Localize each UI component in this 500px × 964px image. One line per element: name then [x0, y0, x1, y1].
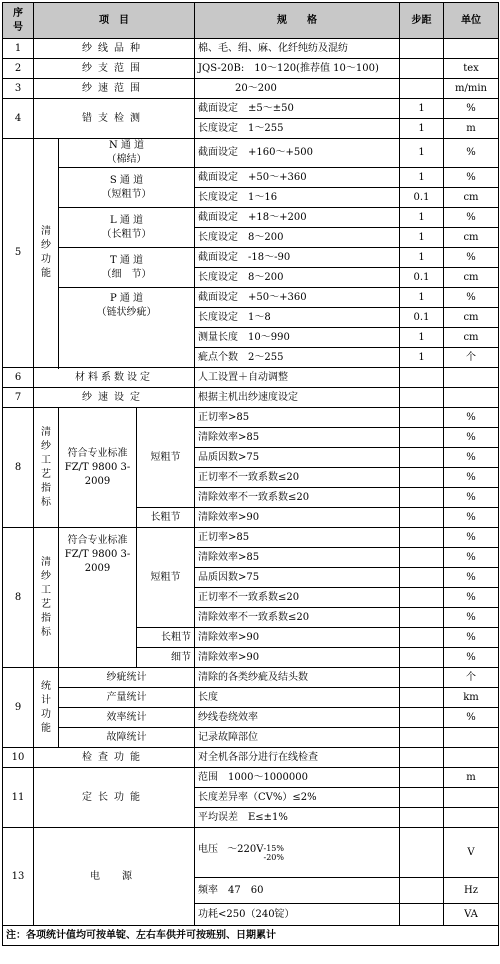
col-item: 项 目: [34, 3, 195, 39]
row-spec: 长度设定 1～8: [195, 308, 400, 328]
row-6: [3, 368, 499, 388]
row-unit: m: [444, 119, 499, 139]
channel-n: N 通 道 （棉结）: [59, 139, 195, 168]
row-item: 纱线品种: [34, 39, 195, 59]
row-spec: 截面设定 +50～+360: [195, 168, 400, 188]
row-unit: %: [444, 548, 499, 568]
row-step: 1: [400, 139, 444, 168]
row-unit: %: [444, 248, 499, 268]
row-unit: %: [444, 708, 499, 728]
row-spec: 品质因数>75: [195, 448, 400, 468]
row-spec: 纱线卷绕效率: [195, 708, 400, 728]
row-no: 5: [3, 139, 34, 368]
row-unit: %: [444, 608, 499, 628]
row-spec: 截面设定 +18～+200: [195, 208, 400, 228]
row-unit: cm: [444, 328, 499, 348]
row-unit: %: [444, 468, 499, 488]
row-unit: %: [444, 628, 499, 648]
row-group: 清纱工艺指标: [34, 408, 59, 528]
row-13: [3, 828, 499, 878]
row-8b: [3, 528, 499, 548]
col-spec: 规 格: [195, 3, 400, 39]
row-spec: 清除效率>90: [195, 628, 400, 648]
row-item: 错支检测: [34, 99, 195, 139]
row-spec: 20～200: [195, 79, 400, 99]
row-spec: 正切率不一致系数≤20: [195, 588, 400, 608]
row-step: 0.1: [400, 308, 444, 328]
row-spec: 范围 1000～1000000: [195, 768, 400, 788]
row-spec: 记录故障部位: [195, 728, 400, 748]
row-unit: %: [444, 168, 499, 188]
row-step: 1: [400, 348, 444, 368]
row-step: 1: [400, 119, 444, 139]
row-spec: 功耗<250（240锭）: [195, 904, 400, 926]
row-unit: %: [444, 568, 499, 588]
row-step: 1: [400, 248, 444, 268]
row-no: 9: [3, 668, 34, 748]
row-no: 8: [3, 528, 34, 668]
row-3: [3, 79, 499, 99]
row-9: [3, 668, 499, 688]
row-no: 1: [3, 39, 34, 59]
row-long: 长粗节: [137, 508, 195, 528]
row-item: 效率统计: [59, 708, 195, 728]
row-2: [3, 59, 499, 79]
row-spec: 正切率>85: [195, 408, 400, 428]
row-step: 0.1: [400, 188, 444, 208]
row-no: 2: [3, 59, 34, 79]
row-item: 纱速范围: [34, 79, 195, 99]
row-thin: 细节: [137, 648, 195, 668]
row-spec: 长度设定 8～200: [195, 228, 400, 248]
row-unit: cm: [444, 188, 499, 208]
row-spec: 频率 47 60: [195, 878, 400, 904]
row-spec: 长度设定 1～16: [195, 188, 400, 208]
row-spec: 截面设定 -18～-90: [195, 248, 400, 268]
row-11: [3, 768, 499, 788]
row-no: 8: [3, 408, 34, 528]
row-unit: %: [444, 288, 499, 308]
row-spec: 清除效率>85: [195, 548, 400, 568]
row-unit: %: [444, 588, 499, 608]
row-unit: %: [444, 448, 499, 468]
col-step: 步距: [400, 3, 444, 39]
row-unit: %: [444, 528, 499, 548]
row-unit: tex: [444, 59, 499, 79]
row-1: [3, 39, 499, 59]
row-standard: 符合专业标准FZ/T 9800 3-2009: [59, 528, 137, 668]
row-unit: Hz: [444, 878, 499, 904]
row-5-s: [3, 168, 499, 188]
row-spec: 长度: [195, 688, 400, 708]
row-long: 长粗节: [137, 628, 195, 648]
row-unit: %: [444, 208, 499, 228]
row-spec: 长度差异率（CV%）≤2%: [195, 788, 400, 808]
row-unit: [444, 728, 499, 748]
row-step: 1: [400, 99, 444, 119]
row-spec: 清除效率不一致系数≤20: [195, 488, 400, 508]
channel-t: T 通 道 （细 节）: [59, 248, 195, 288]
row-spec: 清除的各类纱疵及结头数: [195, 668, 400, 688]
row-8a: [3, 408, 499, 428]
row-no: 10: [3, 748, 34, 768]
channel-p: P 通 道 （链状纱疵）: [59, 288, 195, 368]
row-spec: 截面设定 +50～+360: [195, 288, 400, 308]
row-spec: 疵点个数 2～255: [195, 348, 400, 368]
row-unit: cm: [444, 228, 499, 248]
row-step: 1: [400, 168, 444, 188]
row-4: [3, 99, 499, 119]
row-spec: 截面设定 ±5～±50: [195, 99, 400, 119]
row-spec: 清除效率>90: [195, 508, 400, 528]
row-group: 清纱功能: [34, 139, 59, 368]
row-spec: 正切率>85: [195, 528, 400, 548]
row-short: 短粗节: [137, 528, 195, 628]
row-group: 清纱工艺指标: [34, 528, 59, 668]
col-unit: 单位: [444, 3, 499, 39]
row-group: 统计功能: [34, 668, 59, 748]
channel-l: L 通 道 （长粗节）: [59, 208, 195, 248]
row-step: 1: [400, 228, 444, 248]
row-10: [3, 748, 499, 768]
row-spec: 截面设定 +160～+500: [195, 139, 400, 168]
header-row: [3, 3, 499, 39]
row-item: 检查功能: [34, 748, 195, 768]
row-no: 13: [3, 828, 34, 926]
row-unit: %: [444, 648, 499, 668]
row-no: 7: [3, 388, 34, 408]
row-unit: %: [444, 99, 499, 119]
row-no: 3: [3, 79, 34, 99]
row-spec: 清除效率不一致系数≤20: [195, 608, 400, 628]
row-unit: 个: [444, 668, 499, 688]
row-spec: 清除效率>90: [195, 648, 400, 668]
row-spec: 棉、毛、绢、麻、化纤纯纺及混纺: [195, 39, 400, 59]
row-unit: V: [444, 828, 499, 878]
row-spec: 人工设置＋自动调整: [195, 368, 400, 388]
row-item: 定长功能: [34, 768, 195, 828]
row-no: 6: [3, 368, 34, 388]
row-spec: 对全机各部分进行在线检查: [195, 748, 400, 768]
row-unit: VA: [444, 904, 499, 926]
row-unit: cm: [444, 308, 499, 328]
row-unit: %: [444, 408, 499, 428]
row-5-t: [3, 248, 499, 268]
row-spec-voltage: 电压 $\sim 220V^{-15\% -20\%}$: [195, 828, 400, 878]
row-no: 4: [3, 99, 34, 139]
row-unit: m/min: [444, 79, 499, 99]
row-spec: 长度设定 1～255: [195, 119, 400, 139]
channel-s: S 通 道 （短粗节）: [59, 168, 195, 208]
row-5-p: [3, 288, 499, 308]
row-no: 11: [3, 768, 34, 828]
row-spec: 根据主机出纱速度设定: [195, 388, 400, 408]
row-item: 纱速设定: [34, 388, 195, 408]
row-spec: 清除效率>85: [195, 428, 400, 448]
col-no: 序号: [3, 3, 34, 39]
row-5-l: [3, 208, 499, 228]
note-row: [3, 926, 499, 946]
row-short: 短粗节: [137, 408, 195, 508]
row-unit: %: [444, 488, 499, 508]
row-standard: 符合专业标准FZ/T 9800 3-2009: [59, 408, 137, 528]
row-step: 1: [400, 208, 444, 228]
row-step: 1: [400, 288, 444, 308]
row-spec: 正切率不一致系数≤20: [195, 468, 400, 488]
row-item: 纱支范围: [34, 59, 195, 79]
row-spec: 测量长度 10～990: [195, 328, 400, 348]
row-item: 产量统计: [59, 688, 195, 708]
row-unit: m: [444, 768, 499, 788]
row-spec: 长度设定 8～200: [195, 268, 400, 288]
row-step: 1: [400, 328, 444, 348]
row-spec: 平均误差 E≤±1%: [195, 808, 400, 828]
spec-table: [2, 2, 499, 946]
row-unit: km: [444, 688, 499, 708]
row-item: 故障统计: [59, 728, 195, 748]
row-item: 材料系数设定: [34, 368, 195, 388]
row-unit: %: [444, 428, 499, 448]
row-item: 电 源: [34, 828, 195, 926]
row-7: [3, 388, 499, 408]
row-spec: JQS-20B: 10～120(推荐值 10～100): [195, 59, 400, 79]
row-step: 0.1: [400, 268, 444, 288]
row-spec: 品质因数>75: [195, 568, 400, 588]
row-item: 纱疵统计: [59, 668, 195, 688]
footnote: 注：各项统计值均可按单锭、左右车供并可按班别、日期累计: [3, 926, 499, 946]
row-unit: %: [444, 508, 499, 528]
row-unit: %: [444, 139, 499, 168]
row-unit: cm: [444, 268, 499, 288]
row-unit: 个: [444, 348, 499, 368]
